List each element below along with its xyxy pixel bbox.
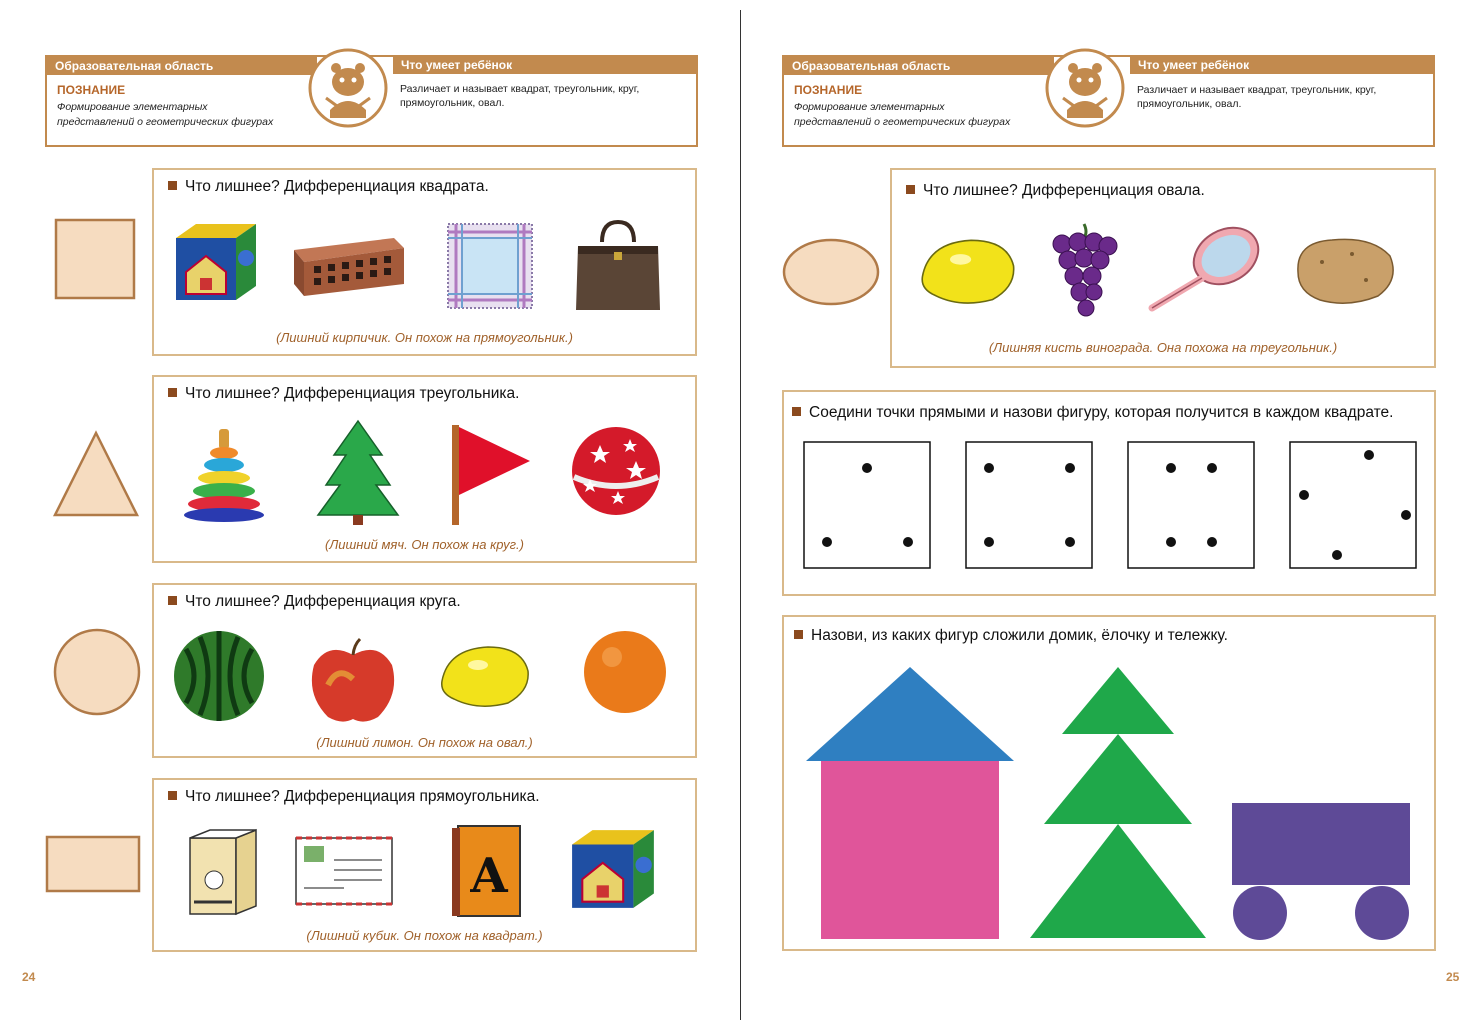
svg-text:A: A [470,848,508,904]
skill-line-1: Различает и называет квадрат, треугольник, круг, [1137,84,1377,96]
subject-desc-2: представлений о геометрических фигурах [794,116,1011,128]
cart-wheel-right-circle [1355,886,1409,940]
page-number-left: 24 [22,970,36,984]
dot [1332,550,1342,560]
orange-icon [582,629,668,715]
task-title: Назови, из каких фигур сложили домик, ёлочку и тележку. [794,627,1228,645]
dot [1166,537,1176,547]
task-title: Что лишнее? Дифференциация треугольника. [168,385,519,403]
dot [984,463,994,473]
dot [1207,463,1217,473]
skill-line-2: прямоугольник, овал. [1137,98,1242,110]
task-answer: (Лишний кубик. Он похож на квадрат.) [306,928,543,943]
subject-desc-1: Формирование элементарных [57,101,208,113]
skills-label: Что умеет ребёнок [393,56,696,74]
dot [1364,450,1374,460]
task-dots [782,390,1436,596]
task-title: Что лишнее? Дифференциация овала. [906,182,1205,200]
cart-wheel-left-circle [1233,886,1287,940]
circle-shape [52,627,142,717]
house-wall-square [821,761,999,939]
flag-icon [450,421,532,527]
tree-bottom-triangle [1030,824,1206,938]
task-title: Что лишнее? Дифференциация прямоугольника. [168,788,540,806]
task-triangle [152,375,697,563]
subject-label: ПОЗНАНИЕ [794,83,863,97]
milk-carton-icon [186,826,260,916]
cube-icon [568,828,660,912]
bag-icon [572,216,664,314]
lemon-icon [438,641,532,709]
mascot-hamster-icon [308,48,388,128]
skill-line-1: Различает и называет квадрат, треугольник, круг, [400,83,640,95]
task-circle [152,583,697,758]
subject-desc-1: Формирование элементарных [794,101,945,113]
tree-top-triangle [1062,667,1174,734]
dots-square-2 [966,442,1092,568]
envelope-icon [294,836,394,906]
subject-label: ПОЗНАНИЕ [57,83,126,97]
task-answer: (Лишняя кисть винограда. Она похожа на треугольник.) [988,340,1338,355]
task-answer: (Лишний мяч. Он похож на круг.) [325,537,524,552]
fir-tree-icon [316,419,400,527]
task-title: Что лишнее? Дифференциация круга. [168,593,461,611]
task-square [152,168,697,356]
area-label: Образовательная область [784,57,1054,75]
watermelon-icon [172,629,266,723]
page-divider [740,10,741,1020]
skills-label: Что умеет ребёнок [1130,56,1433,74]
task-figures [782,615,1436,951]
cart-body-rectangle [1232,803,1410,885]
dot [984,537,994,547]
brick-icon [290,234,408,300]
subject-desc-2: представлений о геометрических фигурах [57,116,274,128]
square-shape [54,218,138,300]
task-oval [890,168,1436,368]
pyramid-toy-icon [180,427,268,525]
dots-square-3 [1128,442,1254,568]
dots-grid [784,392,1434,592]
dot [1065,537,1075,547]
grapes-icon [1048,220,1120,320]
dot [862,463,872,473]
mirror-icon [1142,222,1266,316]
area-label: Образовательная область [47,57,317,75]
mascot-hamster-icon [1045,48,1125,128]
task-title: Соедини точки прямыми и назови фигуру, которая получится в каждом квадрате. [792,404,1393,422]
apple-icon [308,635,398,725]
dot [903,537,913,547]
task-rectangle [152,778,697,952]
oval-shape [781,237,881,307]
ball-icon [570,425,662,517]
skill-line-2: прямоугольник, овал. [400,97,505,109]
triangle-shape [52,430,140,518]
house-roof-triangle [806,667,1014,761]
cube-icon [172,222,262,304]
task-title: Что лишнее? Дифференциация квадрата. [168,178,489,196]
dots-square-4 [1290,442,1416,568]
dot [1166,463,1176,473]
rectangle-shape [45,835,141,893]
dot [1401,510,1411,520]
dot [822,537,832,547]
dot [1065,463,1075,473]
dots-square-1 [804,442,930,568]
tree-middle-triangle [1044,734,1192,824]
task-answer: (Лишний лимон. Он похож на овал.) [316,735,533,750]
task-answer: (Лишний кирпичик. Он похож на прямоугольник.) [276,330,573,345]
lemon-icon [916,234,1020,306]
page-number-right: 25 [1446,970,1460,984]
figures-drawing [784,617,1434,947]
dot [1299,490,1309,500]
book-icon [448,822,524,920]
potato-icon [1292,232,1398,308]
napkin-icon [444,220,536,312]
dot [1207,537,1217,547]
